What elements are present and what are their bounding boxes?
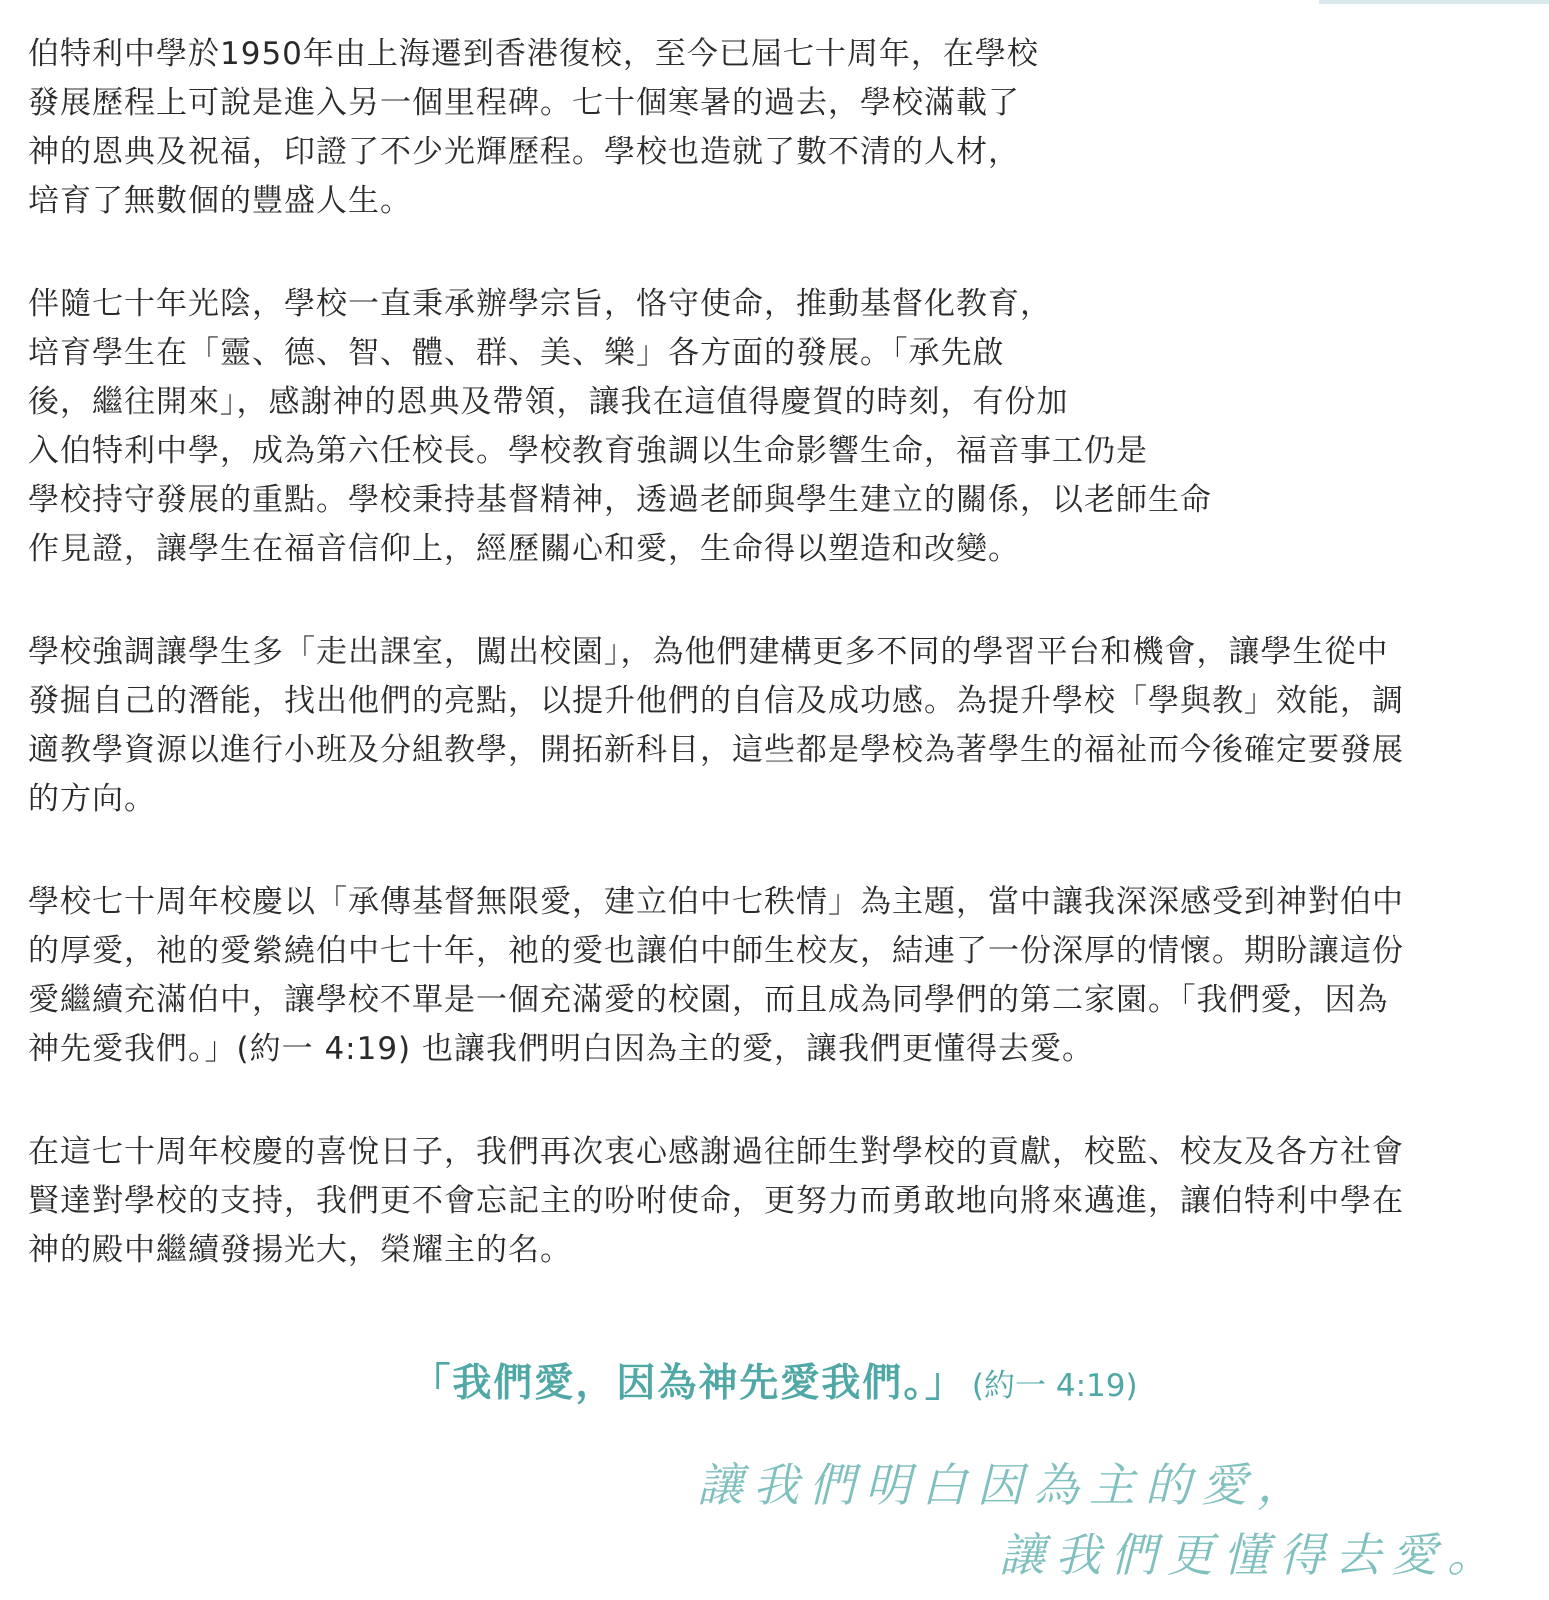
paragraph-line: 愛繼續充滿伯中，讓學校不單是一個充滿愛的校園，而且成為同學們的第二家園。「我們愛，因為 [28, 982, 1389, 1018]
paragraph-5 [28, 1128, 1528, 1275]
handwriting-line-2: 讓我們更懂得去愛。 [999, 1528, 1503, 1582]
quote-text: 「我們愛，因為神先愛我們。」 [411, 1361, 966, 1406]
quote-reference: (約一 4:19) [971, 1368, 1138, 1404]
paragraph-line: 的厚愛，祂的愛縈繞伯中七十年，祂的愛也讓伯中師生校友，結連了一份深厚的情懷。期盼讓這份 [28, 933, 1404, 969]
handwriting-line-1: 讓我們明白因為主的愛， [697, 1458, 1313, 1512]
paragraph-2 [28, 280, 1528, 574]
letter-body [28, 30, 1528, 1329]
paragraph-line: 培育學生在「靈、德、智、體、群、美、樂」各方面的發展。「承先啟 [28, 335, 1005, 371]
paragraph-line: 培育了無數個的豐盛人生。 [28, 183, 412, 219]
paragraph-4 [28, 878, 1528, 1074]
paragraph-line: 發展歷程上可說是進入另一個里程碑。七十個寒暑的過去，學校滿載了 [28, 85, 1020, 121]
paragraph-line: 的方向。 [28, 781, 156, 817]
paragraph-line: 神的恩典及祝福，印證了不少光輝歷程。學校也造就了數不清的人材， [28, 134, 1020, 170]
paragraph-line: 學校強調讓學生多「走出課室，闖出校園」，為他們建構更多不同的學習平台和機會，讓學生從中 [28, 634, 1389, 670]
paragraph-line: 神先愛我們。」(約一 4:19) 也讓我們明白因為主的愛，讓我們更懂得去愛。 [28, 1031, 1095, 1067]
paragraph-3 [28, 628, 1528, 824]
paragraph-line: 作見證，讓學生在福音信仰上，經歷關心和愛，生命得以塑造和改變。 [28, 531, 1020, 567]
top-accent-rule [1319, 0, 1549, 4]
handwritten-closing [697, 1450, 1503, 1590]
paragraph-line: 賢達對學校的支持，我們更不會忘記主的吩咐使命，更努力而勇敢地向將來邁進，讓伯特利中學在 [28, 1183, 1404, 1219]
paragraph-line: 入伯特利中學，成為第六任校長。學校教育強調以生命影響生命，福音事工仍是 [28, 433, 1148, 469]
paragraph-line: 學校七十周年校慶以「承傳基督無限愛，建立伯中七秩情」為主題，當中讓我深深感受到神對伯中 [28, 884, 1404, 920]
scripture-quote [0, 1352, 1549, 1408]
paragraph-line: 神的殿中繼續發揚光大，榮耀主的名。 [28, 1232, 572, 1268]
paragraph-line: 伯特利中學於1950年由上海遷到香港復校，至今已屆七十周年，在學校 [28, 36, 1039, 72]
paragraph-line: 適教學資源以進行小班及分組教學，開拓新科目，這些都是學校為著學生的福祉而今後確定要發展 [28, 732, 1404, 768]
paragraph-line: 發掘自己的潛能，找出他們的亮點，以提升他們的自信及成功感。為提升學校「學與教」效能，調 [28, 683, 1404, 719]
paragraph-line: 在這七十周年校慶的喜悅日子，我們再次衷心感謝過往師生對學校的貢獻，校監、校友及各方社會 [28, 1134, 1404, 1170]
paragraph-line: 學校持守發展的重點。學校秉持基督精神，透過老師與學生建立的關係，以老師生命 [28, 482, 1212, 518]
paragraph-line: 伴隨七十年光陰，學校一直秉承辦學宗旨，恪守使命，推動基督化教育， [28, 286, 1052, 322]
paragraph-1 [28, 30, 1528, 226]
paragraph-line: 後，繼往開來」，感謝神的恩典及帶領，讓我在這值得慶賀的時刻，有份加 [28, 384, 1069, 420]
